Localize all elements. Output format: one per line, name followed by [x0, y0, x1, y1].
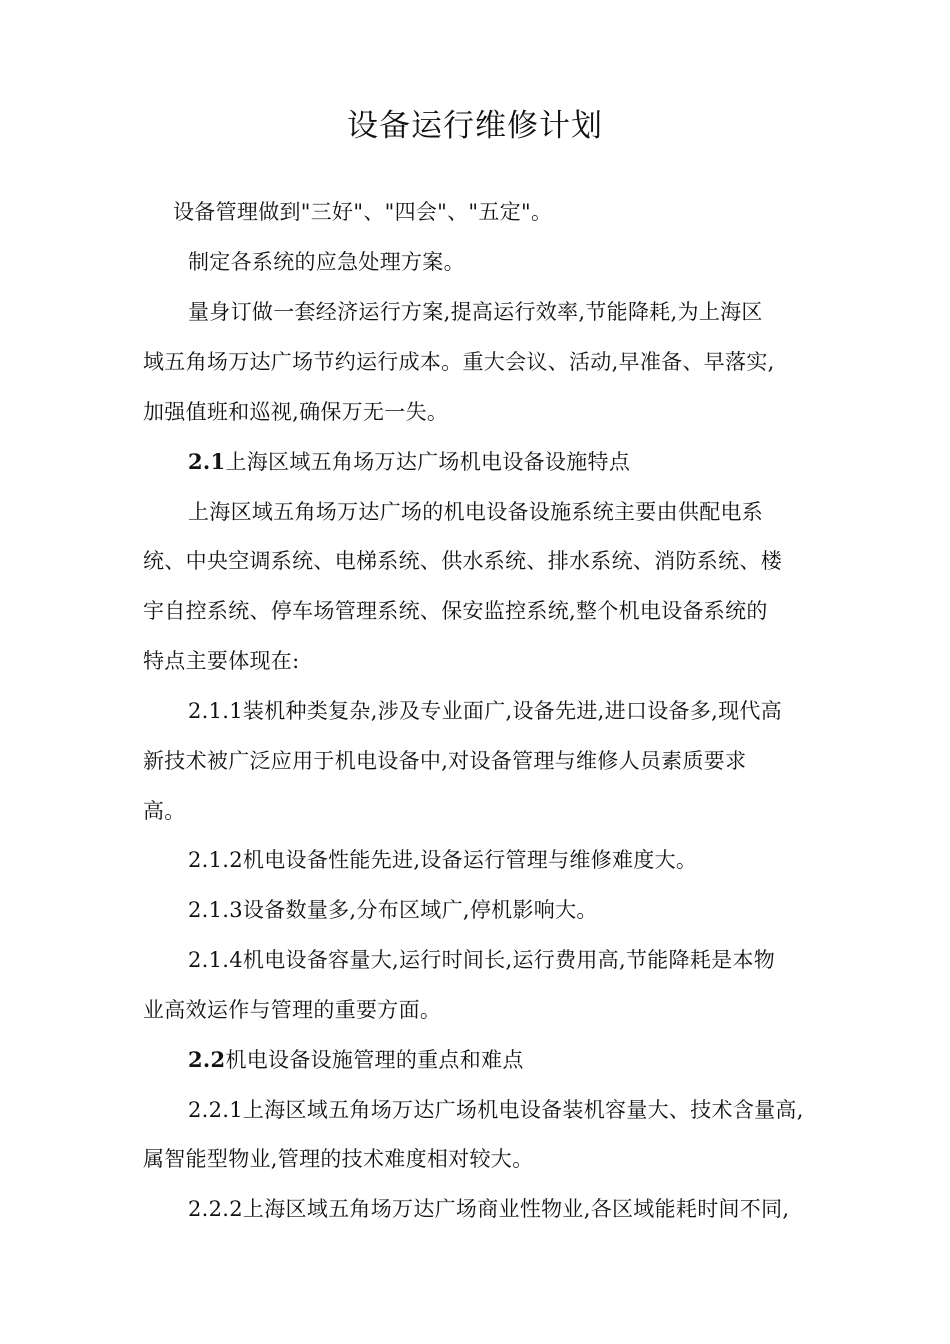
paragraph-line: 制定各系统的应急处理方案。: [188, 250, 465, 274]
paragraph-line: 新技术被广泛应用于机电设备中,对设备管理与维修人员素质要求: [143, 749, 747, 773]
paragraph-line: 上海区域五角场万达广场的机电设备设施系统主要由供配电系: [188, 500, 764, 524]
paragraph-line: 域五角场万达广场节约运行成本。重大会议、活动,早准备、早落实,: [143, 350, 775, 374]
paragraph-line: 统、中央空调系统、电梯系统、供水系统、排水系统、消防系统、楼: [143, 549, 782, 573]
section-number: 2.1: [188, 449, 226, 474]
paragraph-line: 宇自控系统、停车场管理系统、保安监控系统,整个机电设备系统的: [143, 599, 768, 623]
paragraph-line: 特点主要体现在:: [143, 649, 300, 673]
paragraph-line: 2.1.1装机种类复杂,涉及专业面广,设备先进,进口设备多,现代高: [188, 699, 783, 723]
paragraph-line: 2.1.2机电设备性能先进,设备运行管理与维修难度大。: [188, 848, 698, 872]
paragraph-line: 2.2.2上海区域五角场万达广场商业性物业,各区域能耗时间不同,: [188, 1197, 790, 1221]
paragraph-line: 属智能型物业,管理的技术难度相对较大。: [143, 1147, 534, 1171]
paragraph-line: 高。: [143, 799, 186, 823]
paragraph-line: 设备管理做到"三好"、"四会"、"五定"。: [173, 200, 553, 224]
section-heading-text: 上海区域五角场万达广场机电设备设施特点: [225, 450, 631, 474]
paragraph-line: 业高效运作与管理的重要方面。: [143, 998, 442, 1022]
paragraph-line: 量身订做一套经济运行方案,提高运行效率,节能降耗,为上海区: [188, 300, 763, 324]
paragraph-line: 2.2.1上海区域五角场万达广场机电设备装机容量大、技术含量高,: [188, 1098, 804, 1122]
section-heading-2-2: [188, 1045, 524, 1075]
document-title: 设备运行维修计划: [347, 108, 603, 144]
paragraph-line: 2.1.3设备数量多,分布区域广,停机影响大。: [188, 898, 598, 922]
paragraph-line: 加强值班和巡视,确保万无一失。: [143, 400, 449, 424]
section-heading-2-1: [188, 447, 630, 477]
section-number: 2.2: [188, 1047, 226, 1072]
section-heading-text: 机电设备设施管理的重点和难点: [225, 1048, 524, 1072]
paragraph-line: 2.1.4机电设备容量大,运行时间长,运行费用高,节能降耗是本物: [188, 948, 776, 972]
